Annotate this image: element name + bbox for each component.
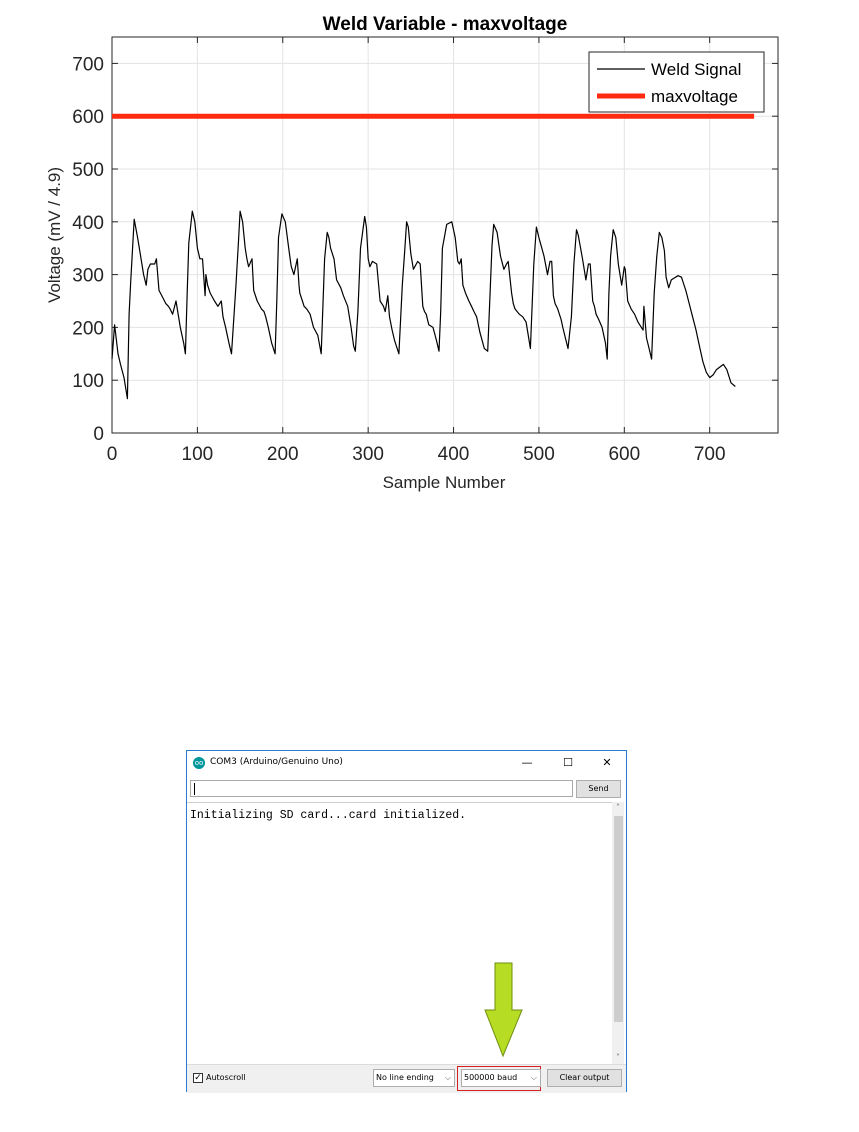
text-caret <box>194 783 195 795</box>
x-tick-label: 100 <box>181 444 214 465</box>
maximize-icon[interactable]: ☐ <box>563 756 573 769</box>
scroll-down-icon[interactable]: ˅ <box>616 1053 620 1062</box>
x-tick-label: 600 <box>608 444 641 465</box>
chevron-down-icon: ⌵ <box>444 1073 451 1082</box>
y-tick-label: 700 <box>72 54 104 76</box>
scroll-up-icon[interactable]: ˄ <box>616 803 620 812</box>
baud-rate-value: 500000 baud <box>464 1073 518 1082</box>
x-tick-label: 0 <box>106 444 118 465</box>
autoscroll-label: Autoscroll <box>206 1073 246 1082</box>
y-tick-label: 400 <box>72 212 104 234</box>
serial-output-area[interactable] <box>187 802 612 1065</box>
clear-output-button[interactable]: Clear output <box>547 1069 622 1087</box>
legend-label: Weld Signal <box>651 60 742 79</box>
vertical-scrollbar[interactable] <box>612 802 624 1064</box>
arduino-icon: oo <box>194 759 204 767</box>
autoscroll-checkbox[interactable]: ✓ <box>194 1073 202 1083</box>
x-tick-label: 400 <box>437 444 470 465</box>
y-axis-label: Voltage (mV / 4.9) <box>45 166 64 304</box>
weld-chart <box>0 0 859 500</box>
y-tick-label: 300 <box>72 265 104 287</box>
chevron-down-icon: ⌵ <box>530 1073 537 1082</box>
x-axis-label: Sample Number <box>382 473 506 492</box>
x-tick-label: 700 <box>693 444 726 465</box>
y-tick-label: 600 <box>72 107 104 129</box>
serial-output-text: Initializing SD card...card initialized. <box>190 809 467 822</box>
window-title: COM3 (Arduino/Genuino Uno) <box>210 757 343 767</box>
x-tick-label: 500 <box>523 444 555 465</box>
baud-rate-select[interactable] <box>461 1069 541 1087</box>
y-tick-label: 0 <box>93 424 104 445</box>
y-tick-label: 500 <box>72 160 104 181</box>
close-icon[interactable]: ✕ <box>602 756 612 769</box>
minimize-icon[interactable]: — <box>521 756 533 769</box>
scroll-thumb[interactable] <box>614 816 623 1022</box>
x-tick-label: 300 <box>352 444 385 465</box>
y-tick-label: 100 <box>72 371 104 393</box>
x-tick-label: 200 <box>266 444 299 465</box>
send-input[interactable] <box>190 780 573 797</box>
serial-monitor-window <box>186 750 627 1092</box>
line-ending-select[interactable] <box>373 1069 455 1087</box>
y-tick-label: 200 <box>72 318 104 340</box>
bottom-toolbar <box>187 1064 626 1093</box>
chart-title: Weld Variable - maxvoltage <box>322 14 568 35</box>
line-ending-value: No line ending <box>376 1073 434 1082</box>
send-button[interactable]: Send <box>576 780 621 798</box>
down-arrow-icon <box>484 962 524 1058</box>
legend-label: maxvoltage <box>651 87 738 106</box>
title-bar[interactable] <box>187 751 626 777</box>
